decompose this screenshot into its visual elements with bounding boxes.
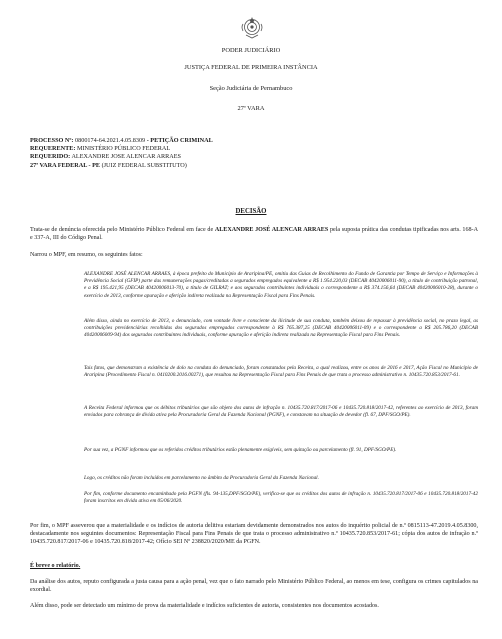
report-heading bbox=[30, 562, 478, 570]
case-metadata bbox=[30, 137, 480, 170]
narration-intro: Narrou o MPF, em resumo, os seguintes fatos: bbox=[30, 252, 143, 258]
defendant-name: ALEXANDRE JOSÉ ALENCAR ARRAES bbox=[214, 227, 329, 233]
quote-paragraph-7: Por fim, conforme documento encaminhado pela PGFN (fls. 94-135,DPF/SGO/PE), verifica-se que os créditos dos autos de infração n. 10435.720.817/2017-06 e 10435.720.818/2017-42 foram inscritos em dívida ativa em 05/06/2020. bbox=[84, 491, 478, 505]
court-name: PODER JUDICIÁRIO bbox=[221, 47, 281, 54]
processo-label: PROCESSO Nº: bbox=[30, 137, 74, 144]
quote-paragraph-3: Tais fatos, que demonstram a existência de dolo na conduta do denunciado, foram constatados pela Receita, a qual realizou, entre os anos de 2016 e 2017, Ação Fiscal no Município de Araripina (Procedimento Fiscal n. 0410200.2016.00271), que resultou na Representação Fiscal para Fins Penais de que trata o processo administrativo n. 10435.720.853/2017-61. bbox=[84, 365, 478, 379]
intro-text-a: Trata-se de denúncia oferecida pelo Ministério Público Federal em face de bbox=[30, 227, 215, 233]
vara-name: 27ª VARA bbox=[237, 105, 265, 112]
requerido-label: REQUERIDO: bbox=[30, 153, 71, 161]
vara-judge: (JUIZ FEDERAL SUBSTITUTO) bbox=[101, 161, 187, 169]
requerido-line bbox=[30, 153, 480, 161]
requerente-line bbox=[30, 145, 480, 153]
requerente-label: REQUERENTE: bbox=[30, 145, 76, 153]
vara-line bbox=[30, 162, 480, 170]
quote-paragraph-1: ALEXANDRE JOSÉ ALENCAR ARRAES, à época prefeito do Município de Araripina/PE, omitiu das Guias de Recolhimento do Fundo de Garantia por Tempo de Serviço e Informações à Previdência Social (GFIP) parte das remunerações pagas/creditadas a segurados empregados equivalente a R$ 1.954.220,03 (DECAB 40420006011-90), a título de contribuição patronal, e a R$ 195.421,95 (DECAB 40420006013-70), a título de GILRAT; e aos segurados contribuintes individuais o correspondente a R$ 374.156,64 (DECAB 40420006010-28), durante o exercício de 2013, conforme apuração e aferição indireta realizada na Representação Fiscal para Fins Penais. bbox=[84, 271, 478, 299]
intro-paragraph bbox=[30, 226, 478, 242]
justice-name: JUSTIÇA FEDERAL DE PRIMEIRA INSTÂNCIA bbox=[184, 64, 318, 71]
vara-label: 27ª VARA FEDERAL - PE bbox=[30, 161, 101, 169]
processo-type: - PETIÇÃO CRIMINAL bbox=[146, 137, 213, 144]
quote-paragraph-6: Logo, os créditos não foram incluídos em parcelamento no âmbito da Procuradoria Geral da Fazenda Nacional. bbox=[84, 475, 319, 481]
closing-paragraph-1: Por fim, o MPF asseverou que a materialidade e os indícios de autoria delitiva estariam devidamente demonstrados nos autos do inquérito policial de n.º 0815113-47.2019.4.05.8300, destacadamente nos seguintes documentos: Representação Fiscal para Fins Penais de que trata o processo administrativo n.º 10435.720.853/2017-61; cópia dos autos de infração n.º 10435.720.817/2017-06 e 10435.720.818/2017-42; Ofício SEI Nº 238820/2020/ME da PGFN. bbox=[30, 523, 478, 546]
quote-paragraph-4: A Receita Federal informou que os débitos tributários que são objeto dos autos de infração n. 10435.720.817/2017-06 e 10435.720.818/2017-42, referentes ao exercício de 2013, foram enviados para cobrança de dívida ativa pela Procuradoria Geral da Fazenda Nacional (PGNF), e constavam na situação de devedor (fl. 67, DPF/SGO/PE). bbox=[84, 405, 478, 419]
decision-title: DECISÃO bbox=[235, 208, 267, 215]
coat-of-arms-icon bbox=[240, 14, 264, 40]
requerido-value: ALEXANDRE JOSE ALENCAR ARRAES bbox=[71, 153, 181, 161]
processo-number: 0800174-64.2021.4.05.8309 bbox=[75, 137, 146, 144]
closing-paragraph-3: Além disso, pode ser detectado um mínimo de prova da materialidade e indícios suficientes de autoria, consistentes nos documentos acostados. bbox=[30, 603, 379, 609]
requerente-value: MINISTÉRIO PÚBLICO FEDERAL bbox=[76, 145, 171, 153]
quote-paragraph-5: Por sua vez, a PGNF informou que os referidos créditos tributários estão plenamente exigíveis, sem quitação ou parcelamento (fl. 91, DPF/SGO/PE). bbox=[84, 447, 397, 453]
report-heading-text: É breve o relatório. bbox=[30, 563, 81, 569]
processo-line bbox=[30, 137, 480, 145]
closing-paragraph-2: Da análise dos autos, reputo configurada a justa causa para a ação penal, vez que o fato narrado pelo Ministério Público Federal, ao menos em tese, configura os crimes capitulados na exordial. bbox=[30, 579, 478, 594]
judicial-section: Seção Judiciária de Pernambuco bbox=[209, 85, 293, 92]
intro-text-b: pela suposta prática das condutas tipificadas nos arts. 168-A e 337-A, III do Código Penal. bbox=[30, 227, 478, 242]
quote-paragraph-2: Além disso, ainda no exercício de 2013, o denunciado, com vontade livre e consciente da ilicitude de sua conduta, também deixou de repassar à previdência social, no prazo legal, as contribuições previdenciárias recolhidas dos segurados empregados correspondente à R$ 765.387,25 (DECAB 40420006011-09) e o correspondente a R$ 205.786,20 (DECAB 40420006009-94) dos segurados contribuintes individuais, conforme apuração e aferição indireta realizada na Representação Fiscal para Fins Penais. bbox=[84, 318, 478, 339]
